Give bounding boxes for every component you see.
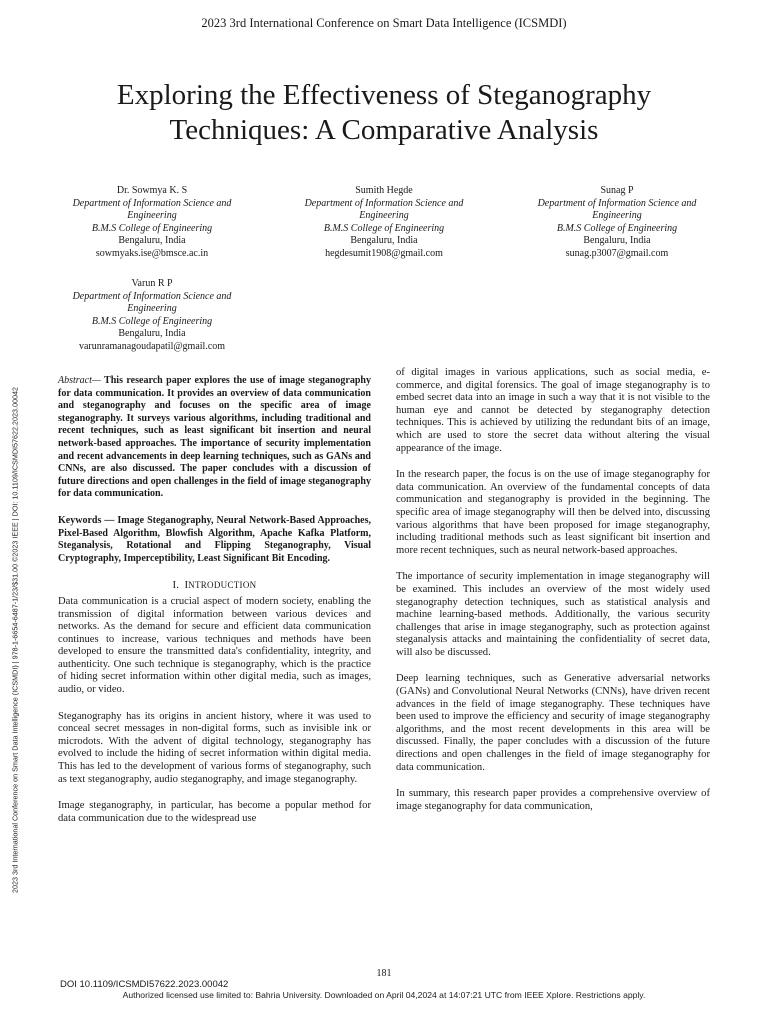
author-name: Sunag P: [600, 185, 634, 196]
author-city: Bengaluru, India: [118, 328, 186, 340]
author-email[interactable]: sunag.p3007@gmail.com: [565, 247, 669, 259]
paragraph: Data communication is a crucial aspect of modern society, enabling the transmission of digital information between various devices and networks. As the demand for secure and efficient data communication continues to increase, various techniques and methods have been developed to ensure the transmitted data's confidentiality, integrity, and authenticity. One such technique is steganography, which is the practice of hiding secret information within other digital media, such as images, audio, or video.: [58, 595, 371, 696]
author-name: Varun R P: [131, 278, 173, 289]
paragraph: Image steganography, in particular, has become a popular method for data communication due to the widespread use: [58, 800, 371, 824]
author-dept: Department of Information Science and Engineering: [72, 290, 232, 315]
paragraph: In summary, this research paper provides a comprehensive overview of image steganography for data communication,: [396, 788, 710, 812]
abstract: [58, 375, 371, 501]
section-number: I.: [172, 579, 179, 592]
paragraph: In the research paper, the focus is on the use of image steganography for data communication. An overview of the fundamental concepts of data communication and steganography is provided in the beginning. The specific area of image steganography will then be delved into, discussing various algorithms that have been proposed for image steganography, including traditional methods such as least significant bit insertion and more recent techniques, such as neural network-based approaches.: [396, 469, 710, 556]
paragraph: The importance of security implementation in image steganography will be examined. This includes an overview of the most widely used steganography detection techniques, such as statistical analysis and machine learning-based methods. Additionally, the various security challenges that arise in image steganography, such as protection against steganalysis attacks and maintaining the confidentiality of secret data, will also be discussed.: [396, 571, 710, 658]
author-city: Bengaluru, India: [583, 235, 651, 247]
paper-title: [60, 78, 708, 148]
author-college: B.M.S College of Engineering: [556, 222, 678, 234]
footer-authorized-notice: Authorized licensed use limited to: Bahria University. Downloaded on April 04,2024 at 14:07:21 UTC from IEEE Xplore. Restrictions apply.: [122, 990, 646, 1000]
author-college: B.M.S College of Engineering: [91, 315, 213, 327]
author-block-4: [47, 278, 257, 354]
author-block-2: [279, 185, 489, 261]
abstract-text: This research paper explores the use of image steganography for data communication. It provides an overview of data communication and steganography and focuses on the specific area of image steganography. It surveys various algorithms, including traditional and recent techniques, such as least significant bit insertion and neural network-based approaches. The importance of security implementation and recent advancements in deep learning techniques, such as GANs and CNNs, are also discussed. The paper concludes with a discussion of future directions and open challenges in the field of image steganography for data communication.: [58, 375, 371, 500]
title-line-2: Techniques: A Comparative Analysis: [169, 114, 599, 146]
author-name: Dr. Sowmya K. S: [116, 185, 188, 196]
author-college: B.M.S College of Engineering: [323, 222, 445, 234]
author-dept: Department of Information Science and Engineering: [72, 197, 232, 222]
author-email[interactable]: hegdesumit1908@gmail.com: [325, 247, 443, 259]
author-dept: Department of Information Science and Engineering: [304, 197, 464, 222]
author-city: Bengaluru, India: [350, 235, 418, 247]
side-doi-strip: [8, 0, 22, 1024]
author-block-3: [512, 185, 722, 261]
section-heading-introduction: [58, 579, 371, 592]
side-doi-text: 2023 3rd International Conference on Smart Data Intelligence (ICSMDI) | 978-1-6654-6487-1/23/$31.00 ©2023 IEEE | DOI: 10.1109/ICSMDI57622.2023.00042: [10, 387, 20, 893]
author-city: Bengaluru, India: [118, 235, 186, 247]
section-rest: NTRODUCTION: [188, 580, 257, 591]
footer-doi: DOI 10.1109/ICSMDI57622.2023.00042: [60, 979, 229, 990]
paragraph: of digital images in various applications, such as social media, e-commerce, and digital forensics. The goal of image steganography is to embed secret data into an image in such a way that it is not visible to the human eye and cannot be detected by steganography detection techniques. This is achieved by utilizing the redundant bits of an image, which are used to store the secret data without altering the visual appearance of the image.: [396, 367, 710, 454]
author-name: Sumith Hegde: [355, 185, 413, 196]
title-line-1: Exploring the Effectiveness of Steganography: [116, 79, 652, 111]
section-first-letter: I: [184, 579, 189, 592]
keywords: Keywords — Image Steganography, Neural Network-Based Approaches, Pixel-Based Algorithm, Blowfish Algorithm, Apache Kafka Platform, Steganalysis, Rotational and Flipping Steganography, Visual Cryptography, Imperceptibility, Least Significant Bit Encoding.: [58, 514, 371, 564]
paragraph: Steganography has its origins in ancient history, where it was used to conceal secret messages in non-digital forms, such as invisible ink or microdots. With the advent of digital technology, steganography has evolved to include the hiding of secret information within digital media. This has led to the development of various forms of steganography, such as text steganography, audio steganography, and image steganography.: [58, 710, 371, 785]
page-number: 181: [376, 968, 392, 979]
abstract-label: Abstract—: [58, 375, 101, 386]
conference-header: 2023 3rd International Conference on Smart Data Intelligence (ICSMDI): [201, 16, 567, 30]
author-email[interactable]: varunramanagoudapatil@gmail.com: [78, 340, 226, 352]
paragraph: Deep learning techniques, such as Generative adversarial networks (GANs) and Convolutional Neural Networks (CNNs), have driven recent advances in the field of image steganography. These techniques have been used to improve the efficiency and security of image steganography algorithms, and the most recent developments in this area will be discussed. Finally, the paper concludes with a discussion of the future directions and open challenges in the field of image steganography for data communication.: [396, 673, 710, 773]
author-dept: Department of Information Science and Engineering: [537, 197, 697, 222]
author-email[interactable]: sowmyaks.ise@bmsce.ac.in: [95, 247, 209, 259]
author-block-1: [47, 185, 257, 261]
left-column: [58, 375, 371, 839]
right-column: [396, 367, 710, 827]
author-college: B.M.S College of Engineering: [91, 222, 213, 234]
